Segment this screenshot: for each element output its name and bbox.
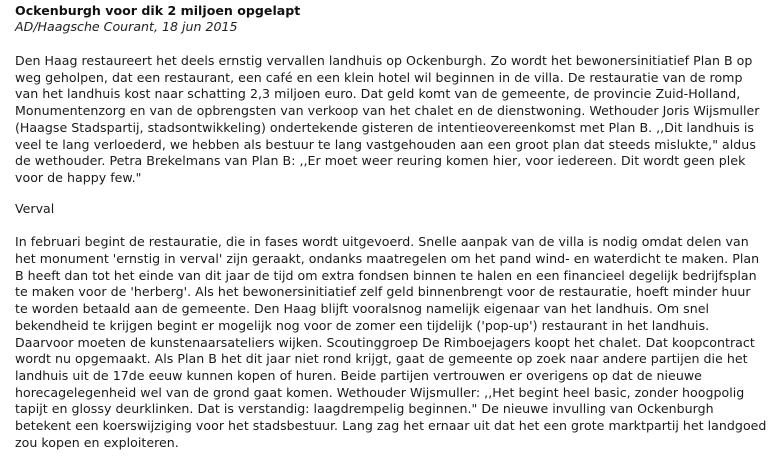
article-byline: AD/Haagsche Courant, 18 jun 2015 <box>15 19 238 34</box>
article-paragraph-1: Den Haag restaureert het deels ernstig vervallen landhuis op Ockenburgh. Zo wordt het bewonersinitiatief Plan B op weg geholpen, dat een restaurant, een café en een klein hotel wil beginnen in de villa. De restauratie van de romp van het landhuis kost naar schatting 2,3 miljoen euro. Dat geld komt van de gemeente, de provincie Zuid-Holland, Monumentenzorg en van de opbrengsten van verkoop van het chalet en de dienstwoning. Wethouder Joris Wijsmuller (Haagse Stadspartij, stadsontwikkeling) ondertekende gisteren de intentieovereenkomst met Plan B. ,,Dit landhuis is veel te lang verloederd, we hebben als bestuur te lang vastgehouden aan een groot plan dat steeds mislukte," aldus de wethouder. Petra Brekelmans van Plan B: ,,Er moet weer reuring komen hier, voor iedereen. Dit wordt geen plek voor de happy few." <box>15 53 760 185</box>
article-title: Ockenburgh voor dik 2 miljoen opgelapt <box>15 3 301 18</box>
article-paragraph-2: In februari begint de restauratie, die in fases wordt uitgevoerd. Snelle aanpak van de villa is nodig omdat delen van het monument 'ernstig in verval' zijn geraakt, ondanks maatregelen om het pand wind- en waterdicht te maken. Plan B heeft dan tot het einde van dit jaar de tijd om extra fondsen binnen te halen en een financieel degelijk bedrijfsplan te maken voor de 'herberg'. Als het bewonersinitiatief zelf geld binnenbrengt voor de restauratie, hoeft minder huur te worden betaald aan de gemeente. Den Haag blijft vooralsnog namelijk eigenaar van het landhuis. Om snel bekendheid te krijgen begint er mogelijk nog voor de zomer een tijdelijk ('pop-up') restaurant in het landhuis. Daarvoor moeten de kunstenaarsateliers wijken. Scoutinggroep De Rimboejagers koopt het chalet. Dat koopcontract wordt nu opgemaakt. Als Plan B het dit jaar niet rond krijgt, gaat de gemeente op zoek naar andere partijen die het landhuis uit de 17de eeuw kunnen kopen of huren. Beide partijen vertrouwen er overigens op dat de nieuwe horecagelegenheid wel van de grond gaat komen. Wethouder Wijsmuller: ,,Het begint heel basic, zonder hoogpolig tapijt en glossy deurklinken. Dat is verstandig: laagdrempelig beginnen." De nieuwe invulling van Ockenburgh betekent een koerswijziging voor het stadsbestuur. Lang zag het ernaar uit dat het een grote marktpartij het landgoed zou kopen en exploiteren. <box>15 234 767 450</box>
section-heading-verval: Verval <box>15 200 55 216</box>
